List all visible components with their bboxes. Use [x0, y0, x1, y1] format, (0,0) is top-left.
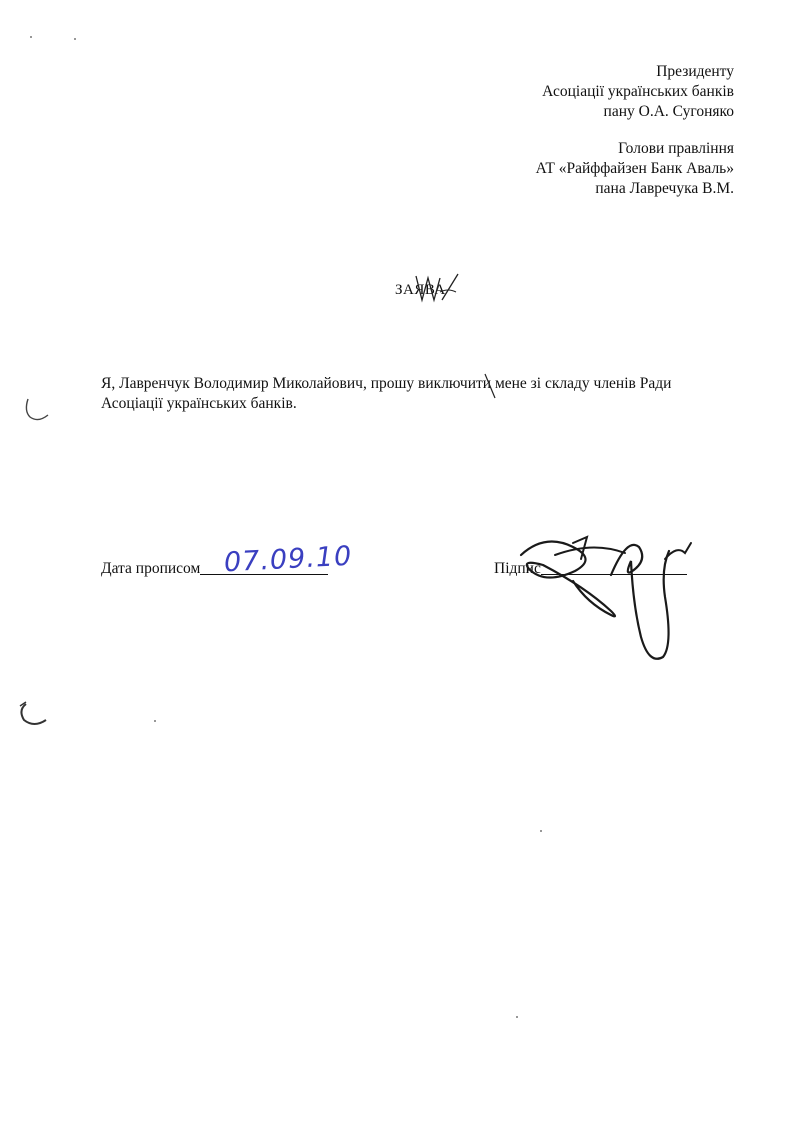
addressee-line: Асоціації українських банків: [542, 83, 734, 100]
document-title: ЗАЯВА: [395, 282, 446, 298]
addressee-block: [536, 62, 734, 199]
handwritten-date: 07.09.10: [223, 540, 353, 579]
paper-speck: [74, 38, 76, 40]
correction-mark: [483, 372, 497, 400]
punch-hole-icon: [22, 395, 52, 425]
addressee-line: Голови правління: [618, 140, 734, 157]
title-scribble: [412, 270, 462, 306]
paper-speck: [30, 36, 32, 38]
request-line-1: Я, Лавренчук Володимир Миколайович, прошу виключити мене зі складу членів Ради: [101, 375, 672, 392]
request-text: [101, 374, 711, 414]
addressee-line: пану О.А. Сугоняко: [603, 103, 734, 120]
handwritten-signature: [515, 525, 695, 670]
addressee-line: пана Лавречука В.М.: [595, 180, 734, 197]
signature-field-label: Підпис: [494, 560, 541, 577]
paper-speck: [154, 720, 156, 722]
addressee-line: АТ «Райффайзен Банк Аваль»: [535, 160, 734, 177]
request-line-2: Асоціації українських банків.: [101, 395, 297, 412]
date-field-label: Дата прописом: [101, 560, 201, 577]
addressee-president: [536, 62, 734, 122]
addressee-board-head: [536, 139, 734, 199]
punch-hole-icon: [18, 698, 48, 728]
addressee-line: Президенту: [656, 63, 734, 80]
paper-speck: [540, 830, 542, 832]
paper-speck: [516, 1016, 518, 1018]
